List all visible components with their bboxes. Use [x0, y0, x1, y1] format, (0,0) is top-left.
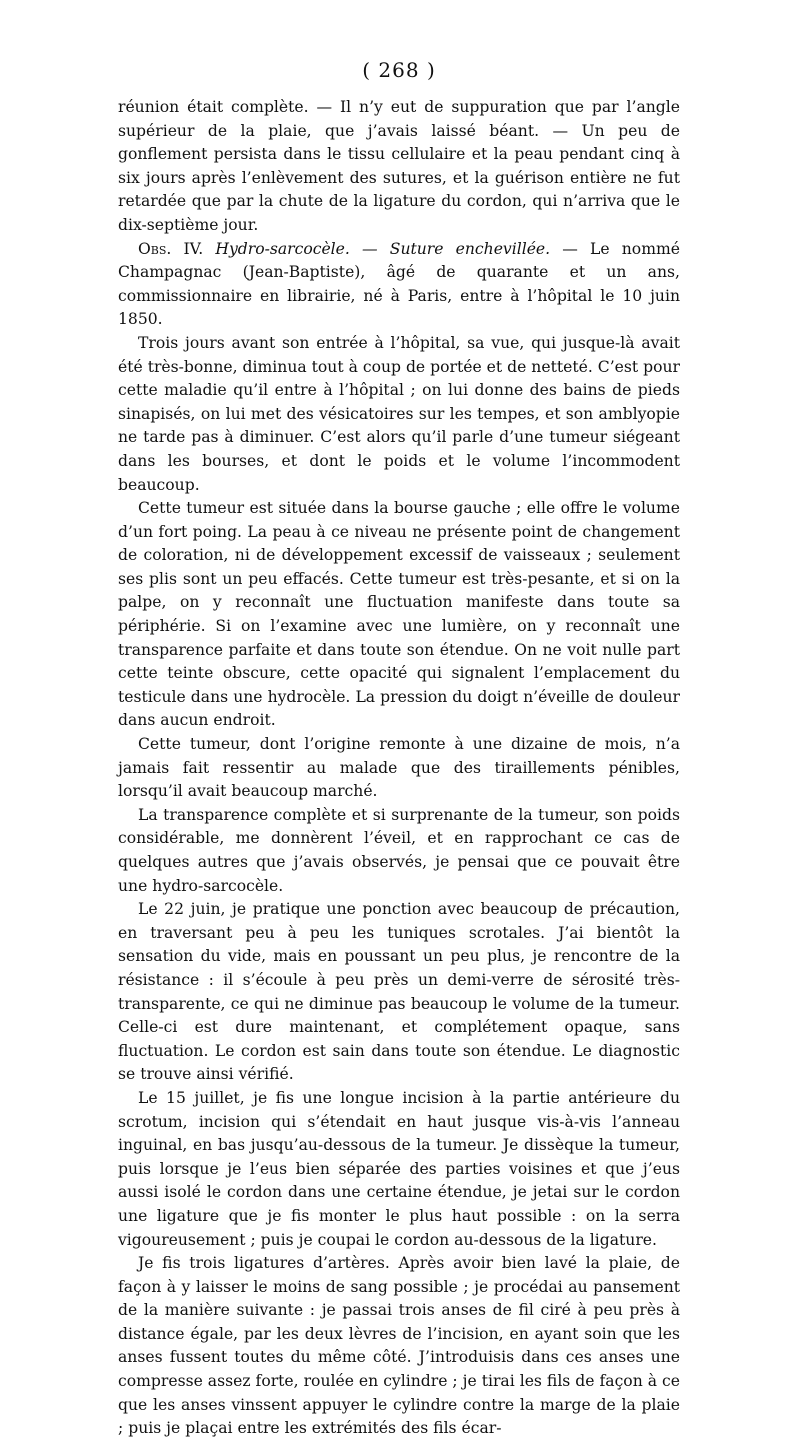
paragraph: Cette tumeur, dont l’origine remonte à une dizaine de mois, n’a jamais fait ressentir au malade que des tiraillements pénibles, lorsqu’il avait beaucoup marché. — [118, 735, 680, 801]
page-number: ( 268 ) — [362, 58, 436, 82]
paragraph: Cette tumeur est située dans la bourse gauche ; elle offre le volume d’un fort poing. La peau à ce niveau ne présente point de changement de coloration, ni de développement excessif de vaisseaux ; seulement ses plis sont un peu effacés. Cette tumeur est très-pesante, et si on la palpe, on y reconnaît une fluctuation manifeste dans toute sa périphérie. Si on l’examine avec une lumière, on y reconnaît une transparence parfaite et dans toute son étendue. On ne voit nulle part cette teinte obscure, cette opacité qui signalent l’emplacement du testicule dans une hydrocèle. La pression du doigt n’éveille de douleur dans aucun endroit. — [118, 499, 680, 730]
paragraph-continuation: réunion était complète. — Il n’y eut de suppuration que par l’angle supérieur de la plaie, que j’avais laissé béant. — Un peu de gonflement persista dans le tissu cellulaire et la peau pendant cinq à six jours après l’enlèvement des sutures, et la guérison entière ne fut retardée que par la chute de la ligature du cordon, qui n’arriva que le dix-septième jour. — [118, 98, 680, 234]
paragraph: Je fis trois ligatures d’artères. Après avoir bien lavé la plaie, de façon à y laisser le moins de sang possible ; je procédai au pansement de la manière suivante : je passai trois anses de fil ciré à peu près à distance égale, par les deux lèvres de l’incision, en ayant soin que les anses fussent toutes du même côté. J’introduisis dans ces anses une compresse assez forte, roulée en cylindre ; je tirai les fils de façon à ce que les anses vinssent appuyer le cylindre contre la marge de la plaie ; puis je plaçai entre les extrémités des fils écar- — [118, 1254, 680, 1438]
observation-text: — Le nommé Champagnac (Jean-Baptiste), âgé de quarante et un ans, commissionnaire en librairie, né à Paris, entre à l’hôpital le 10 juin 1850. — [118, 239, 680, 329]
paragraph: La transparence complète et si surprenante de la tumeur, son poids considérable, me donnèrent l’éveil, et en rapprochant ce cas de quelques autres que j’avais observés, je pensai que ce pouvait être une hydro-sarcocèle. — [118, 805, 680, 895]
paragraph: Le 15 juillet, je fis une longue incision à la partie antérieure du scrotum, incision qui s’étendait en haut jusque vis-à-vis l’anneau inguinal, en bas jusqu’au-dessous de la tumeur. Je dissèque la tumeur, puis lorsque je l’eus bien séparée des parties voisines et que j’eus aussi isolé le cordon dans une certaine étendue, je jetai sur le cordon une ligature que je fis monter le plus haut possible : on la serra vigoureusement ; puis je coupai le cordon au-dessous de la ligature. — [118, 1088, 680, 1249]
paragraph: Trois jours avant son entrée à l’hôpital, sa vue, qui jusque-là avait été très-bonne, diminua tout à coup de portée et de netteté. C’est pour cette maladie qu’il entre à l’hôpital ; on lui donne des bains de pieds sinapisés, on lui met des vésicatoires sur les tempes, et son amblyopie ne tarde pas à diminuer. C’est alors qu’il parle d’une tumeur siégeant dans les bourses, et dont le poids et le volume l’incommodent beaucoup. — [118, 333, 680, 494]
observation-label: Obs. IV. — [138, 239, 204, 258]
paragraph-observation-heading — [118, 238, 680, 332]
body-text — [118, 96, 680, 1441]
observation-title: Hydro-sarcocèle. — Suture enchevillée. — [215, 239, 551, 258]
paragraph: Le 22 juin, je pratique une ponction avec beaucoup de précaution, en traversant peu à peu les tuniques scrotales. J’ai bientôt la sensation du vide, mais en poussant un peu plus, je rencontre de la résistance : il s’écoule à peu près un demi-verre de sérosité très-transparente, ce qui ne diminue pas beaucoup le volume de la tumeur. Celle-ci est dure maintenant, et complétement opaque, sans fluctuation. Le cordon est sain dans toute son étendue. Le diagnostic se trouve ainsi vérifié. — [118, 900, 680, 1084]
